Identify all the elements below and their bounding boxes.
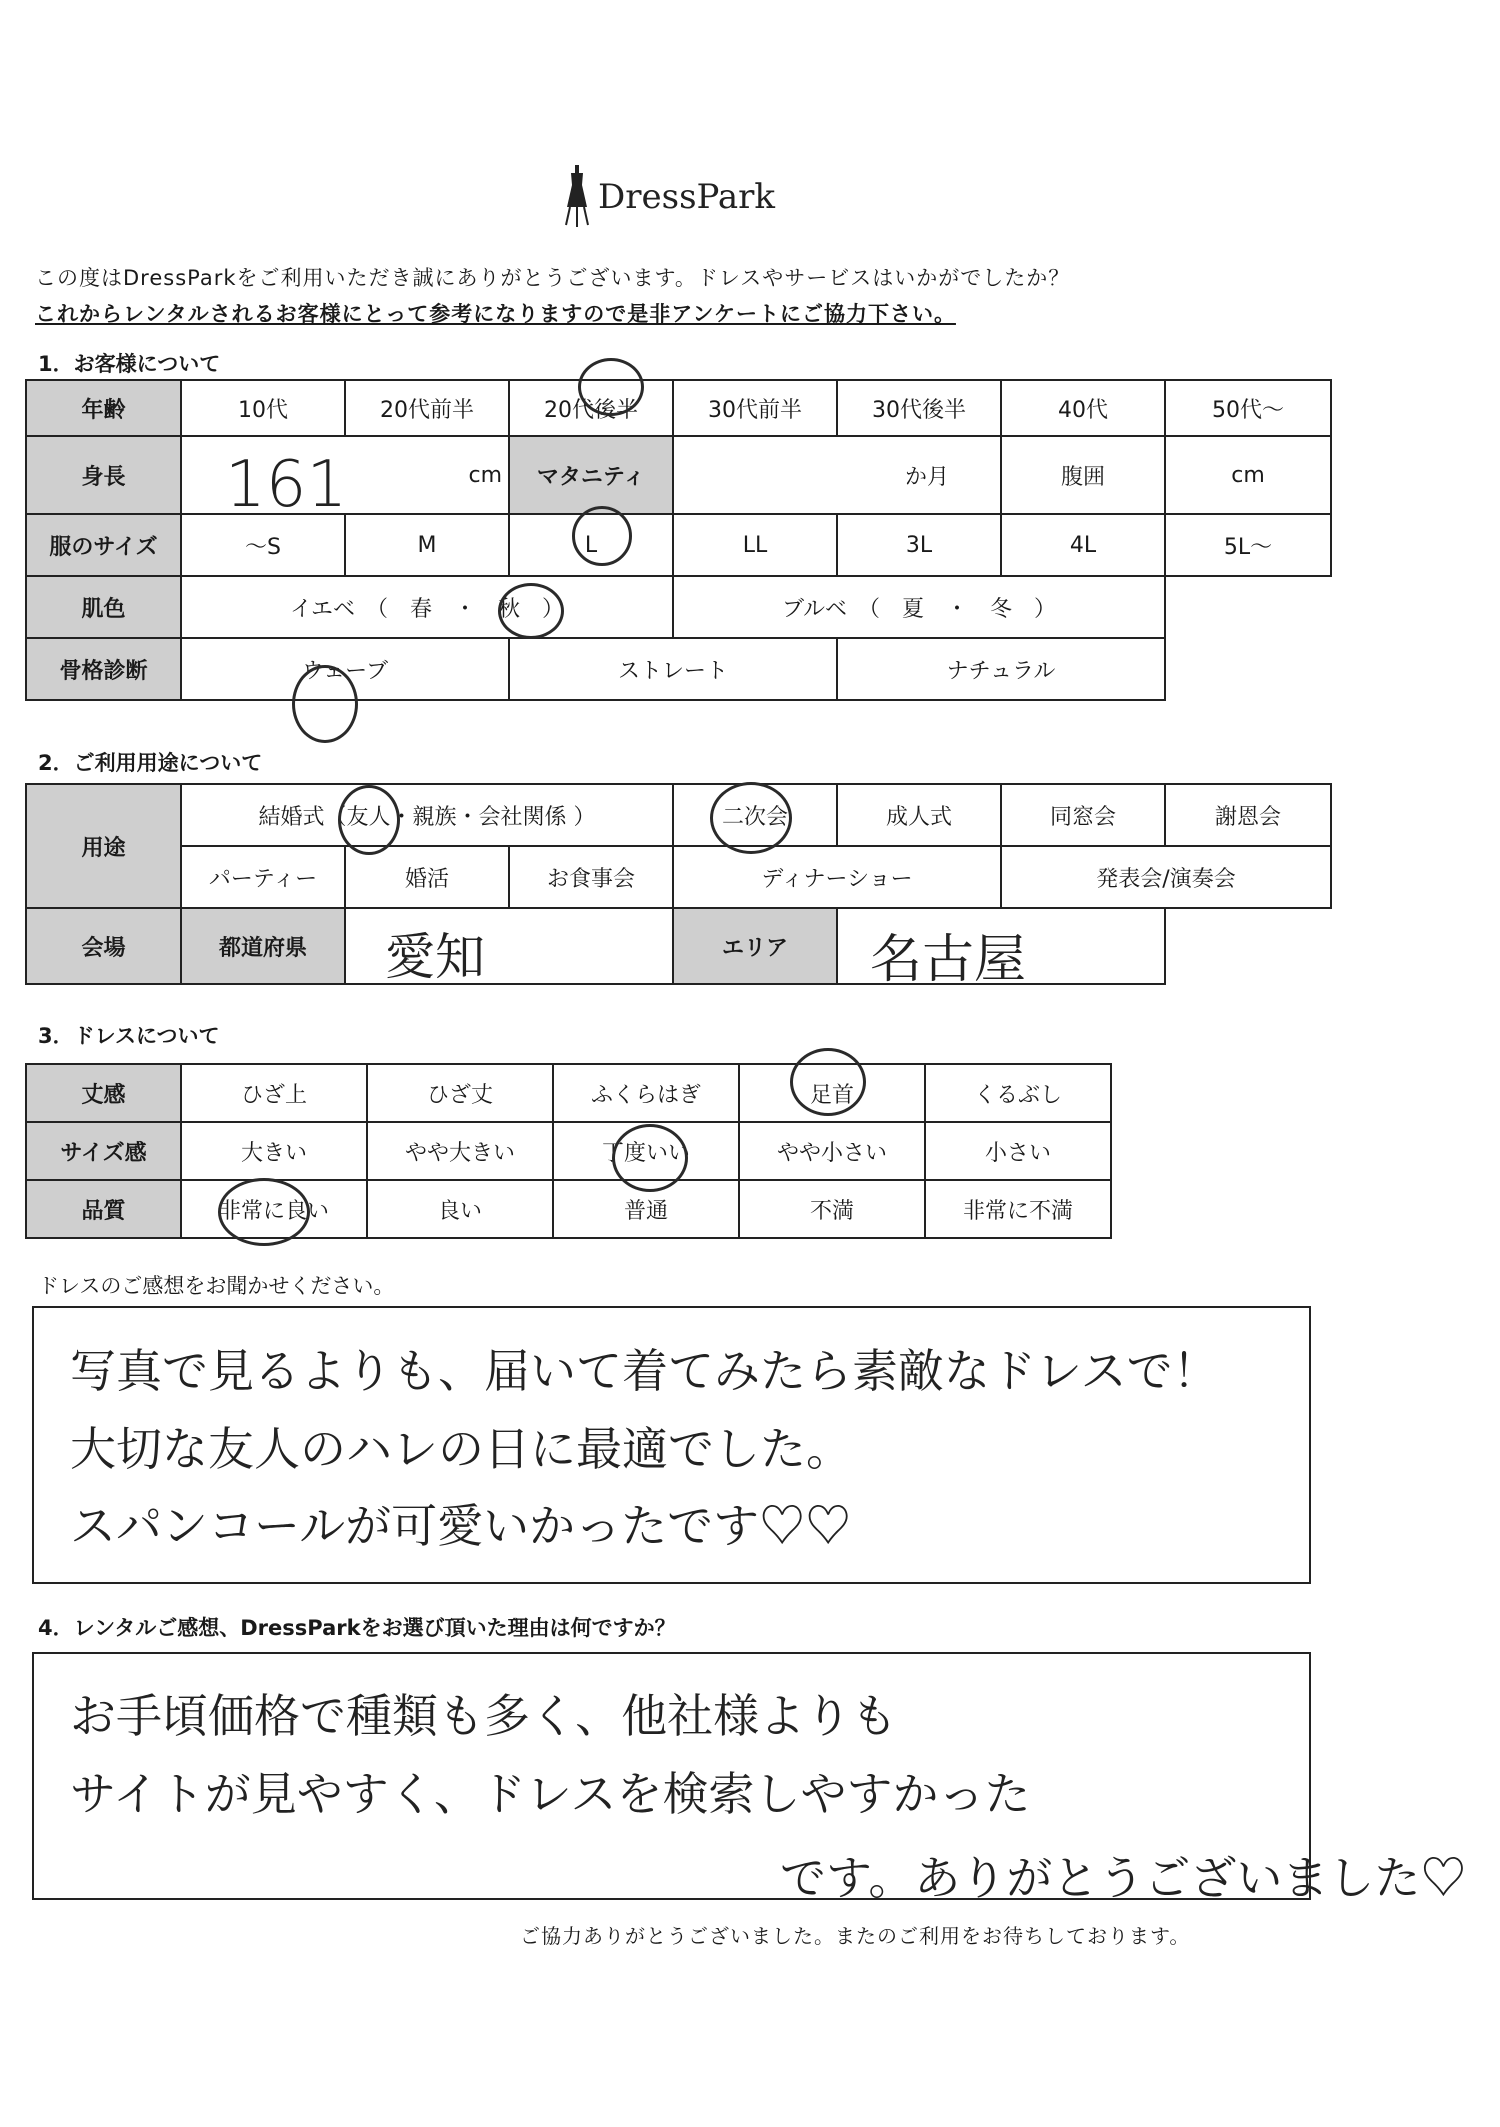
- footer-text: ご協力ありがとうございました。またのご利用をお待ちしております。: [520, 1924, 1191, 1948]
- height-unit: cm: [468, 462, 502, 488]
- age-option[interactable]: 50代〜: [1165, 380, 1331, 436]
- belly-unit: cm: [1231, 462, 1265, 488]
- use-wedding[interactable]: 結婚式（友人・親族・会社関係 ）: [181, 784, 673, 846]
- age-option[interactable]: 40代: [1001, 380, 1165, 436]
- prefecture-label: 都道府県: [181, 908, 345, 984]
- brand-name: DressPark: [598, 177, 776, 217]
- section2-title: 2．ご利用用途について: [38, 751, 263, 775]
- quality-option[interactable]: 非常に不満: [925, 1180, 1111, 1238]
- fit-option[interactable]: やや大きい: [367, 1122, 553, 1180]
- length-option[interactable]: ひざ丈: [367, 1064, 553, 1122]
- length-option[interactable]: ふくらはぎ: [553, 1064, 739, 1122]
- brand-logo: [560, 165, 800, 235]
- belly-label: 腹囲: [1001, 436, 1165, 514]
- height-label: 身長: [26, 436, 181, 514]
- empty-cell: [1165, 908, 1331, 984]
- impression-line: 大切な友人のハレの日に最適でした。: [70, 1422, 852, 1476]
- size-label: 服のサイズ: [26, 514, 181, 576]
- fit-option[interactable]: 大きい: [181, 1122, 367, 1180]
- size-option[interactable]: L: [509, 514, 673, 576]
- intro-bold-text: これからレンタルされるお客様にとって参考になりますので是非アンケートにご協力下さい。: [35, 302, 956, 326]
- length-option[interactable]: 足首: [739, 1064, 925, 1122]
- impression-prompt: ドレスのご感想をお聞かせください。: [38, 1274, 395, 1298]
- use-label: 用途: [26, 784, 181, 908]
- prefecture-handwritten: 愛知: [385, 928, 485, 986]
- use-option[interactable]: 同窓会: [1001, 784, 1165, 846]
- impression-line: スパンコールが可愛いかったです♡♡: [70, 1499, 852, 1553]
- section1-title: 1．お客様について: [38, 352, 221, 376]
- size-option[interactable]: M: [345, 514, 509, 576]
- age-label: 年齢: [26, 380, 181, 436]
- size-option[interactable]: 〜S: [181, 514, 345, 576]
- use-option[interactable]: 二次会: [673, 784, 837, 846]
- size-option[interactable]: 5L〜: [1165, 514, 1331, 576]
- age-option[interactable]: 10代: [181, 380, 345, 436]
- length-option[interactable]: ひざ上: [181, 1064, 367, 1122]
- reason-line: サイトが見やすく、ドレスを検索しやすかった: [70, 1767, 1031, 1821]
- frame-option[interactable]: ウェーブ: [181, 638, 509, 700]
- venue-label: 会場: [26, 908, 181, 984]
- selection-circle: [292, 665, 358, 743]
- length-label: 丈感: [26, 1064, 181, 1122]
- size-option[interactable]: 4L: [1001, 514, 1165, 576]
- maternity-label: マタニティ: [509, 436, 673, 514]
- selection-circle: [218, 1178, 310, 1246]
- reason-line: です。ありがとうございました♡: [780, 1851, 1467, 1905]
- intro-text: この度はDressParkをご利用いただき誠にありがとうございます。ドレスやサービスはいかがでしたか？: [35, 266, 1071, 290]
- selection-circle: [612, 1124, 688, 1192]
- selection-circle: [498, 583, 564, 639]
- frame-option[interactable]: ストレート: [509, 638, 837, 700]
- selection-circle: [710, 782, 792, 854]
- usage-table: [25, 783, 1332, 985]
- age-option[interactable]: 30代後半: [837, 380, 1001, 436]
- quality-option[interactable]: 良い: [367, 1180, 553, 1238]
- use-option[interactable]: 謝恩会: [1165, 784, 1331, 846]
- age-option[interactable]: 30代前半: [673, 380, 837, 436]
- frame-label: 骨格診断: [26, 638, 181, 700]
- use-option[interactable]: お食事会: [509, 846, 673, 908]
- reason-line: お手頃価格で種類も多く、他社様よりも: [70, 1689, 898, 1743]
- skin-label: 肌色: [26, 576, 181, 638]
- use-option[interactable]: 発表会/演奏会: [1001, 846, 1331, 908]
- skin-blue-base[interactable]: ブルベ （ 夏 ・ 冬 ）: [673, 576, 1165, 638]
- selection-circle: [790, 1048, 866, 1116]
- selection-circle: [338, 785, 400, 855]
- fit-option[interactable]: 丁度いい: [553, 1122, 739, 1180]
- size-option[interactable]: LL: [673, 514, 837, 576]
- height-handwritten: 161: [225, 448, 348, 522]
- customer-table: [25, 379, 1332, 701]
- quality-option[interactable]: 不満: [739, 1180, 925, 1238]
- area-label: エリア: [673, 908, 837, 984]
- quality-option[interactable]: 非常に良い: [181, 1180, 367, 1238]
- quality-option[interactable]: 普通: [553, 1180, 739, 1238]
- quality-label: 品質: [26, 1180, 181, 1238]
- selection-circle: [572, 506, 632, 566]
- fit-option[interactable]: 小さい: [925, 1122, 1111, 1180]
- empty-cell: [1165, 638, 1331, 700]
- size-option[interactable]: 3L: [837, 514, 1001, 576]
- selection-circle: [578, 358, 644, 416]
- empty-cell: [1165, 576, 1331, 638]
- belly-field[interactable]: [1165, 436, 1331, 514]
- fit-option[interactable]: やや小さい: [739, 1122, 925, 1180]
- dress-icon: [560, 165, 594, 235]
- use-option[interactable]: パーティー: [181, 846, 345, 908]
- section3-title: 3．ドレスについて: [38, 1024, 220, 1048]
- dress-table: [25, 1063, 1112, 1239]
- use-option[interactable]: 成人式: [837, 784, 1001, 846]
- use-option[interactable]: ディナーショー: [673, 846, 1001, 908]
- section4-title: 4．レンタルご感想、DressParkをお選び頂いた理由は何ですか？: [38, 1616, 676, 1640]
- age-option[interactable]: 20代後半: [509, 380, 673, 436]
- impression-line: 写真で見るよりも、届いて着てみたら素敵なドレスで！: [70, 1344, 1219, 1398]
- area-handwritten: 名古屋: [870, 930, 1027, 990]
- fit-label: サイズ感: [26, 1122, 181, 1180]
- use-option[interactable]: 婚活: [345, 846, 509, 908]
- months-unit: か月: [904, 464, 949, 490]
- age-option[interactable]: 20代前半: [345, 380, 509, 436]
- months-field[interactable]: [673, 436, 1001, 514]
- frame-option[interactable]: ナチュラル: [837, 638, 1165, 700]
- length-option[interactable]: くるぶし: [925, 1064, 1111, 1122]
- skin-yellow-base[interactable]: イエベ （ 春 ・ 秋 ）: [181, 576, 673, 638]
